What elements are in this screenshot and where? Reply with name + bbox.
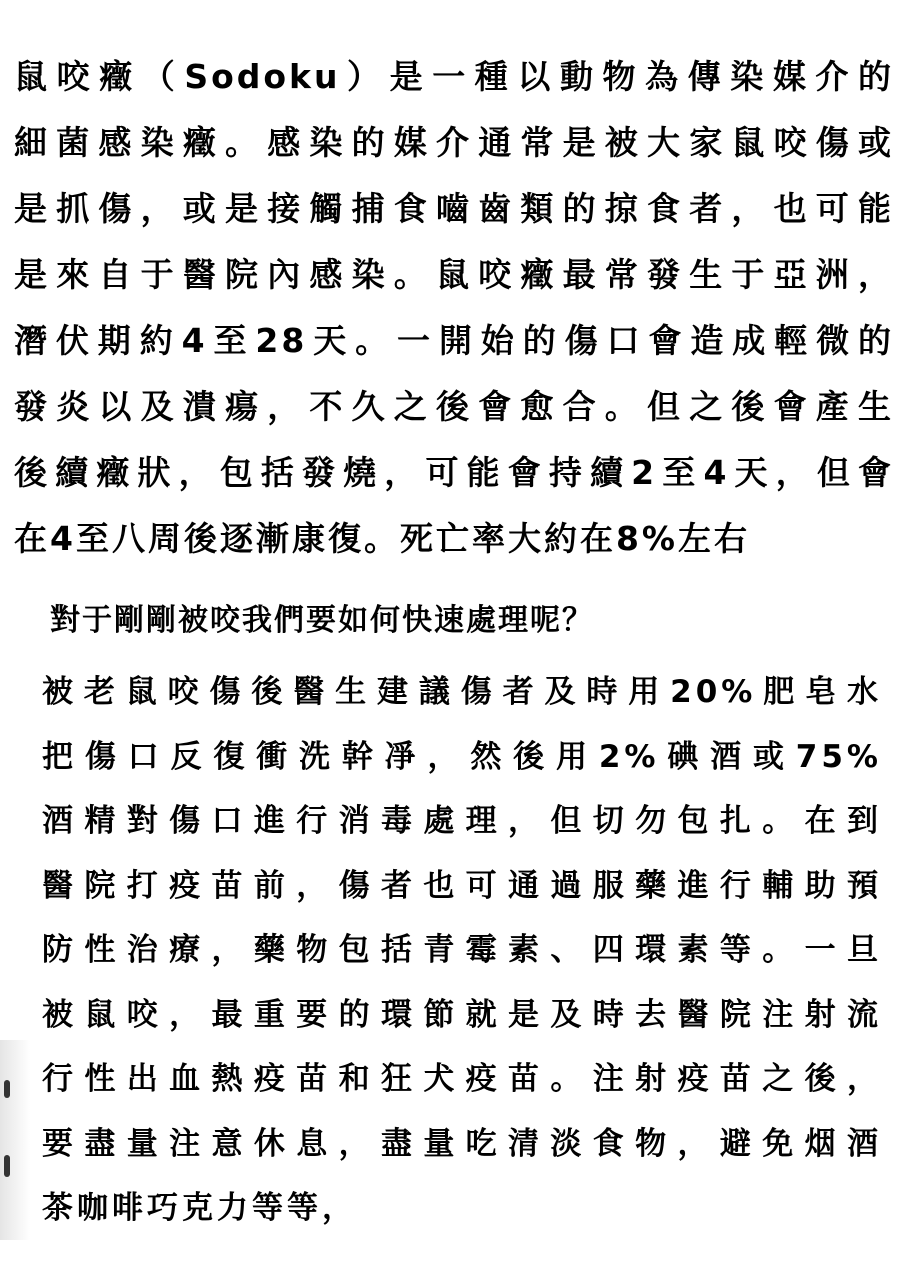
text-line: 後續癥狀，包括發燒，可能會持續2至4天，但會 [14, 453, 894, 492]
text-line: 茶咖啡巧克力等等， [42, 1190, 357, 1226]
text-line: 醫院打疫苗前，傷者也可通過服藥進行輔助預 [42, 867, 882, 904]
text-line: 鼠咬癥（Sodoku）是一種以動物為傳染媒介的 [14, 57, 894, 96]
paragraph-sodoku-intro [14, 44, 894, 572]
text-line: 潛伏期約4至28天。一開始的傷口會造成輕微的 [14, 321, 894, 360]
text-line: 在4至八周後逐漸康復。死亡率大約在8%左右 [14, 519, 750, 558]
text-line: 是抓傷，或是接觸捕食嚙齒類的掠食者，也可能 [14, 189, 894, 228]
scan-mark [4, 1155, 10, 1177]
text-line: 細菌感染癥。感染的媒介通常是被大家鼠咬傷或 [14, 123, 894, 162]
paragraph-treatment [42, 660, 882, 1241]
scan-mark [4, 1080, 10, 1098]
text-line: 被老鼠咬傷後醫生建議傷者及時用20%肥皂水 [42, 674, 882, 710]
text-line: 防性治療，藥物包括青霉素、四環素等。一旦 [42, 932, 882, 968]
text-line: 行性出血熱疫苗和狂犬疫苗。注射疫苗之後， [42, 1061, 882, 1097]
text-line: 被鼠咬，最重要的環節就是及時去醫院注射流 [42, 996, 882, 1033]
text-line: 把傷口反復衝洗幹凈，然後用2%碘酒或75% [42, 738, 882, 775]
question-heading: 對于剛剛被咬我們要如何快速處理呢？ [50, 603, 594, 638]
scan-shadow [0, 1040, 30, 1240]
text-line: 是來自于醫院內感染。鼠咬癥最常發生于亞洲， [14, 255, 894, 294]
text-line: 發炎以及潰瘍，不久之後會愈合。但之後會產生 [14, 387, 894, 426]
text-line: 酒精對傷口進行消毒處理，但切勿包扎。在到 [42, 803, 882, 839]
text-line: 要盡量注意休息，盡量吃清淡食物，避免烟酒 [42, 1125, 882, 1162]
